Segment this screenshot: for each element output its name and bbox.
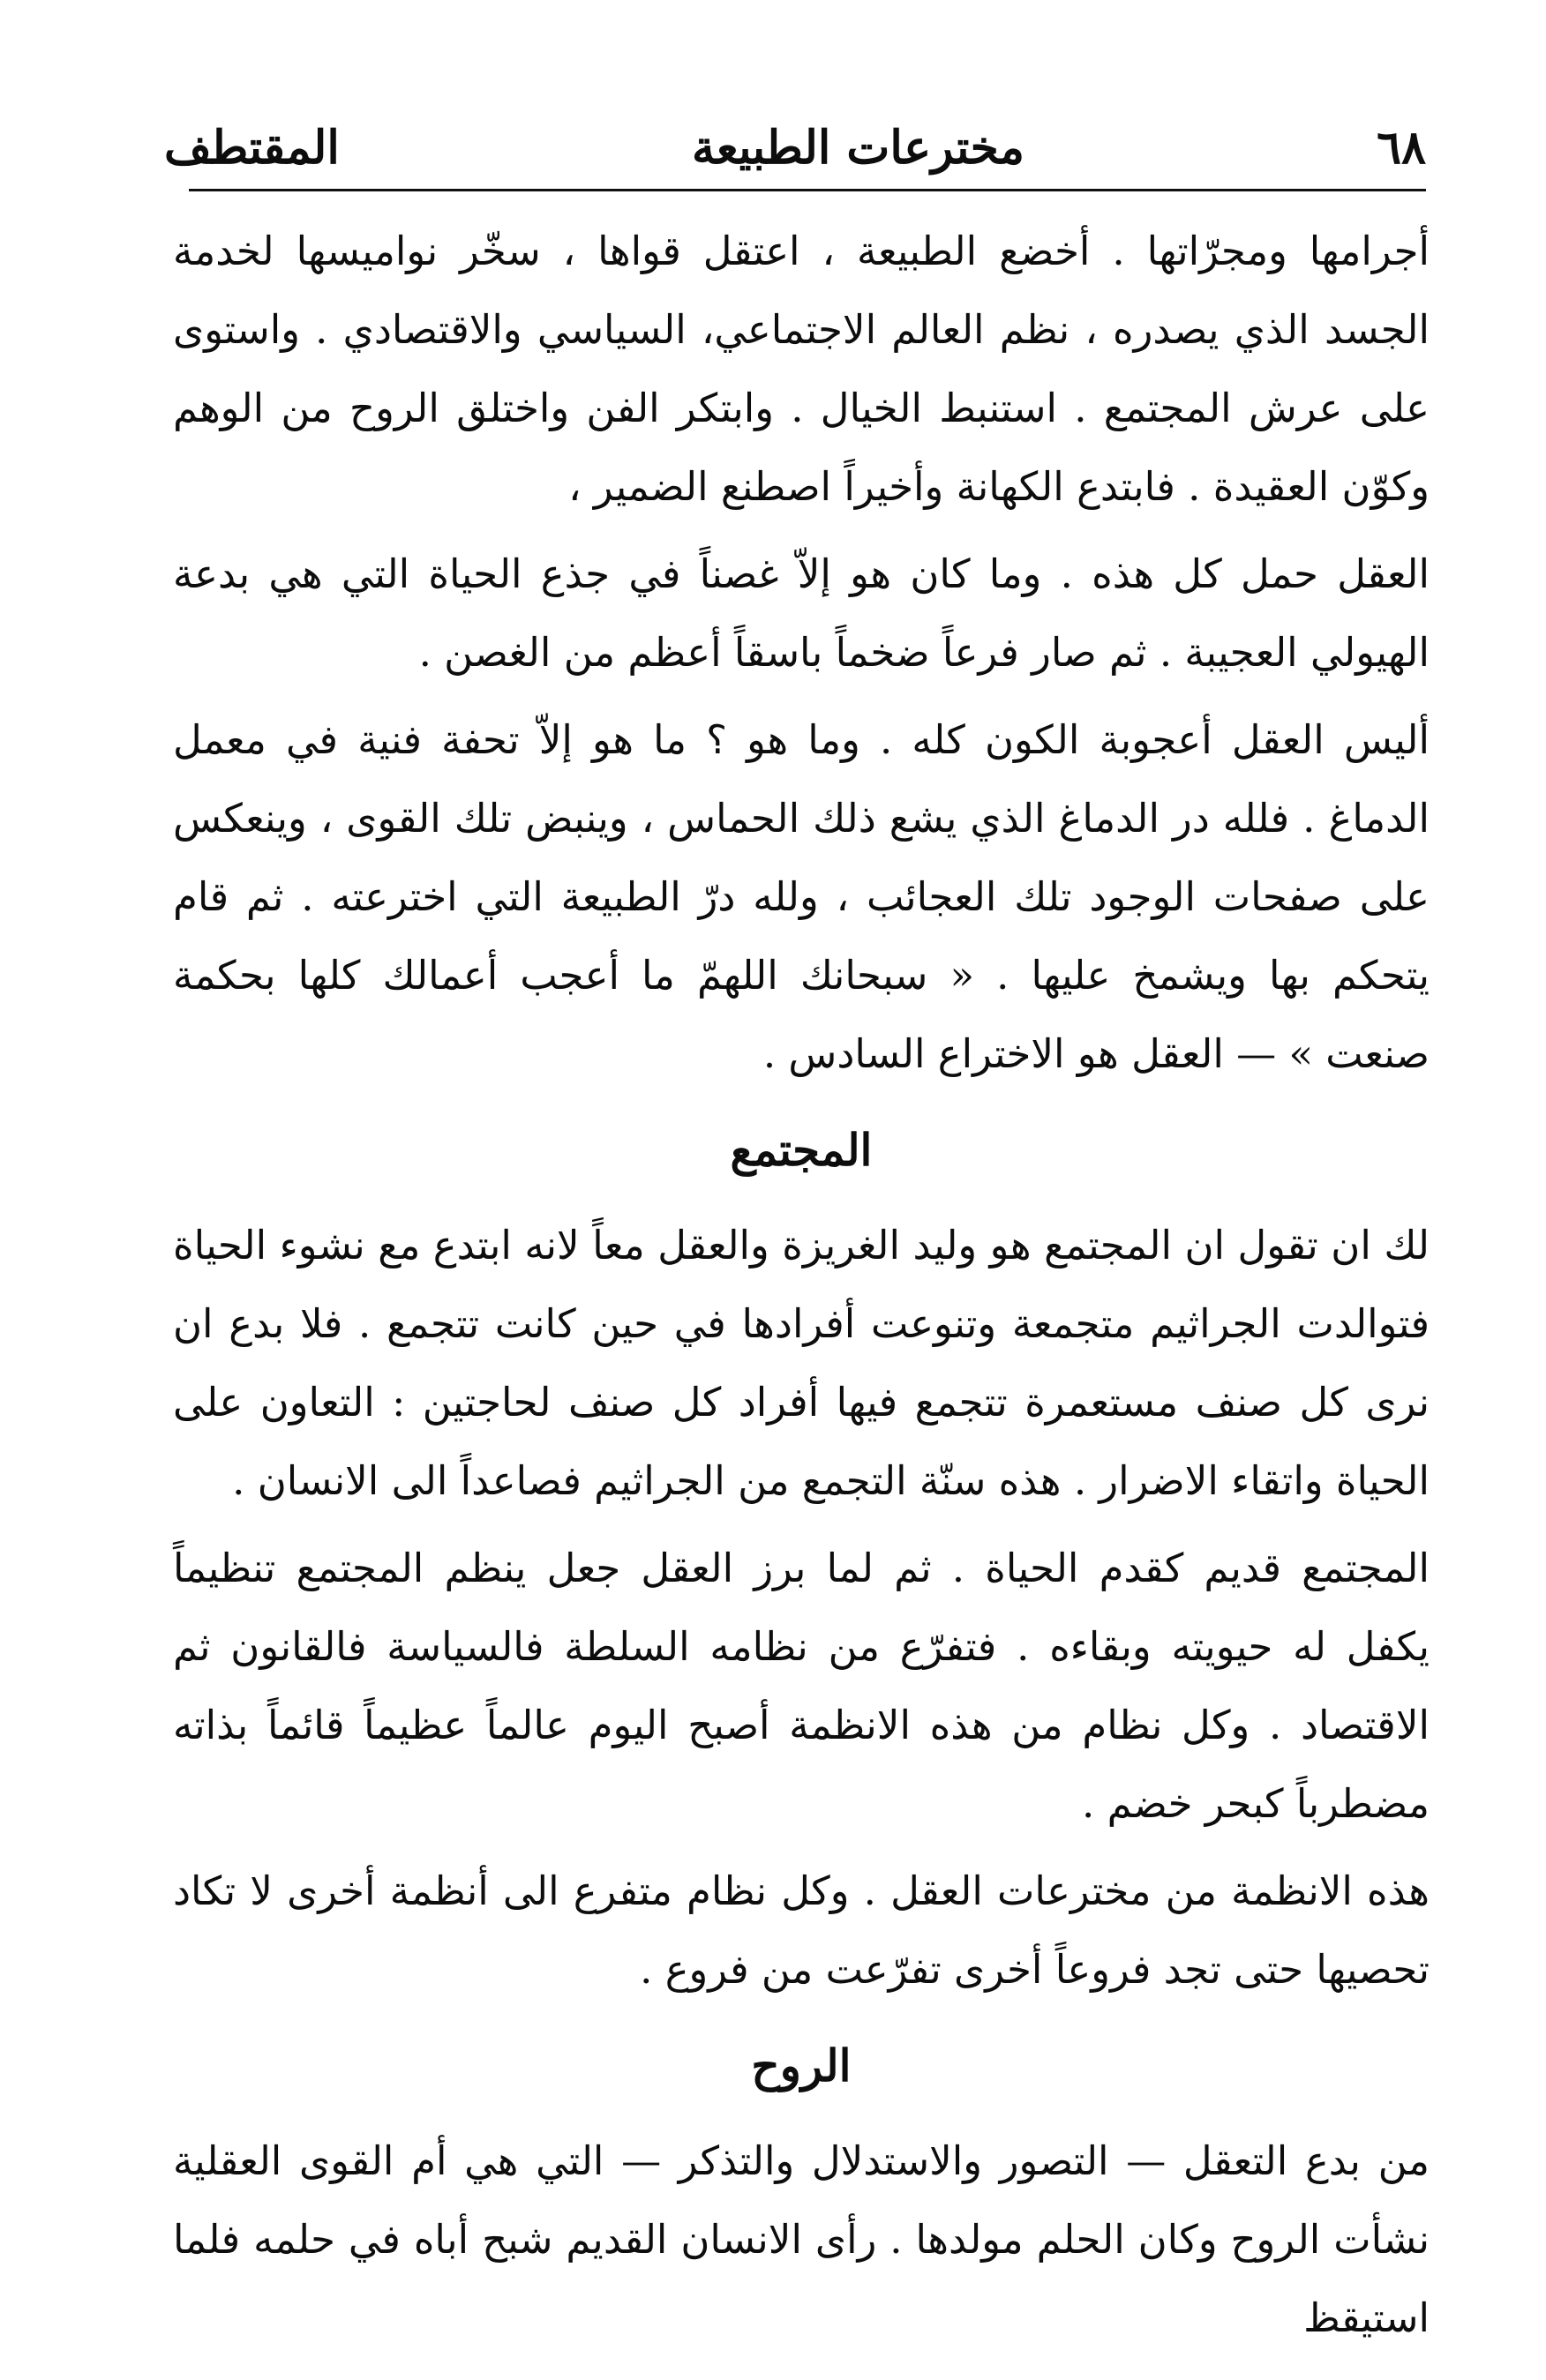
paragraph: لك ان تقول ان المجتمع هو وليد الغريزة والعقل معاً لانه ابتدع مع نشوء الحياة فتوالدت الجراثيم متجمعة وتنوعت أفرادها في حين كانت تتجمع . فلا بدع ان نرى كل صنف مستعمرة تتجمع فيها أفراد كل صنف لحاجتين : التعاون على الحياة واتقاء الاضرار . هذه سنّة التجمع من الجراثيم فصاعداً الى الانسان . <box>173 1222 1430 1504</box>
article-body <box>173 212 1430 2366</box>
paragraph: أجرامها ومجرّاتها . أخضع الطبيعة ، اعتقل قواها ، سخّر نواميسها لخدمة الجسد الذي يصدره ، نظم العالم الاجتماعي، السياسي والاقتصادي . واستوى على عرش المجتمع . استنبط الخيال . وابتكر الفن واختلق الروح من الوهم وكوّن العقيدة . فابتدع الكهانة وأخيراً اصطنع الضمير ، <box>173 228 1430 510</box>
header-rule <box>189 189 1426 191</box>
running-header <box>164 104 1426 175</box>
article-title: مخترعات الطبيعة <box>691 121 1025 175</box>
paragraph: المجتمع قديم كقدم الحياة . ثم لما برز العقل جعل ينظم المجتمع تنظيماً يكفل له حيويته وبقاءه . فتفرّع من نظامه السلطة فالسياسة فالقانون ثم الاقتصاد . وكل نظام من هذه الانظمة أصبح اليوم عالماً عظيماً قائماً بذاته مضطرباً كبحر خضم . <box>173 1545 1430 1827</box>
section-heading-spirit: الروح <box>751 2039 852 2092</box>
journal-name: المقتطف <box>164 121 340 175</box>
page-number: ٦٨ <box>1377 121 1426 175</box>
paragraph: من بدع التعقل — التصور والاستدلال والتذكر — التي هي أم القوى العقلية نشأت الروح وكان الحلم مولدها . رأى الانسان القديم شبح أباه في حلمه فلما استيقظ <box>173 2137 1430 2341</box>
paragraph: العقل حمل كل هذه . وما كان هو إلاّ غصناً في جذع الحياة التي هي بدعة الهيولي العجيبة . ثم صار فرعاً ضخماً باسقاً أعظم من الغصن . <box>173 550 1430 676</box>
section-heading-society: المجتمع <box>730 1124 873 1176</box>
paragraph: أليس العقل أعجوبة الكون كله . وما هو ؟ ما هو إلاّ تحفة فنية في معمل الدماغ . فلله در الدماغ الذي يشع ذلك الحماس ، وينبض تلك القوى ، وينعكس على صفحات الوجود تلك العجائب ، ولله درّ الطبيعة التي اخترعته . ثم قام يتحكم بها ويشمخ عليها . « سبحانك اللهمّ ما أعجب أعمالك كلها بحكمة صنعت » — العقل هو الاختراع السادس . <box>173 716 1430 1077</box>
paragraph: هذه الانظمة من مخترعات العقل . وكل نظام متفرع الى أنظمة أخرى لا تكاد تحصيها حتى تجد فروعاً أخرى تفرّعت من فروع . <box>173 1867 1430 1993</box>
